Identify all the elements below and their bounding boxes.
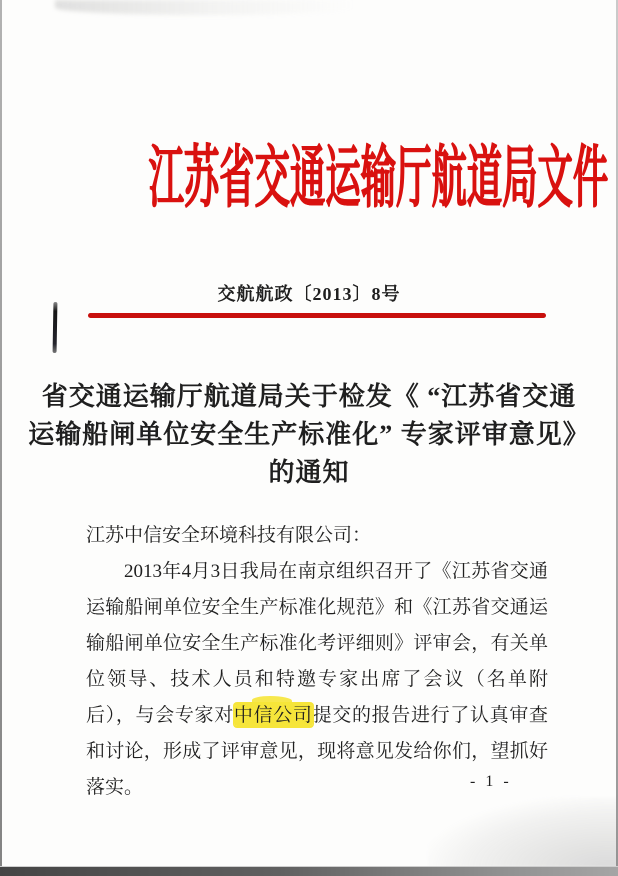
recipient-salutation: 江苏中信安全环境科技有限公司： xyxy=(86,525,372,546)
paragraph-text-before-highlight: 2013年4月3日我局在南京组织召开了《江苏省交通运输船闸单位安全生产标准化规范》和《江苏省交通运输船闸单位安全生产标准化考评细则》评审会，有关单位领导、技术人员和特邀专家出席了会议（名单附后），与会专家对 xyxy=(86,561,548,726)
document-title xyxy=(0,378,618,492)
scan-shadow-bottom-right xyxy=(428,797,618,867)
document-number: 交航航政〔2013〕8号 xyxy=(217,284,401,304)
highlighted-company-name: 中信公司 xyxy=(233,705,313,726)
document-title-line-3: 的通知 xyxy=(268,458,350,487)
document-title-line-2: 运输船闸单位安全生产标准化” 专家评审意见》 xyxy=(28,420,590,449)
document-body xyxy=(86,518,548,806)
page-number: - 1 - xyxy=(470,773,512,790)
pen-mark xyxy=(53,302,58,353)
letterhead-title: 江苏省交通运输厅航道局文件 xyxy=(148,140,609,216)
body-paragraph xyxy=(86,554,548,806)
red-divider-line xyxy=(88,313,546,318)
scan-smudge-top xyxy=(55,0,355,15)
paragraph-text-after-highlight: 提交的报告进行了认真审查和讨论，形成了评审意见，现将意见发给你们，望抓好落实。 xyxy=(86,705,548,798)
document-title-line-1: 省交通运输厅航道局关于检发《 “江苏省交通 xyxy=(41,382,577,411)
scan-edge-bottom xyxy=(0,866,618,876)
